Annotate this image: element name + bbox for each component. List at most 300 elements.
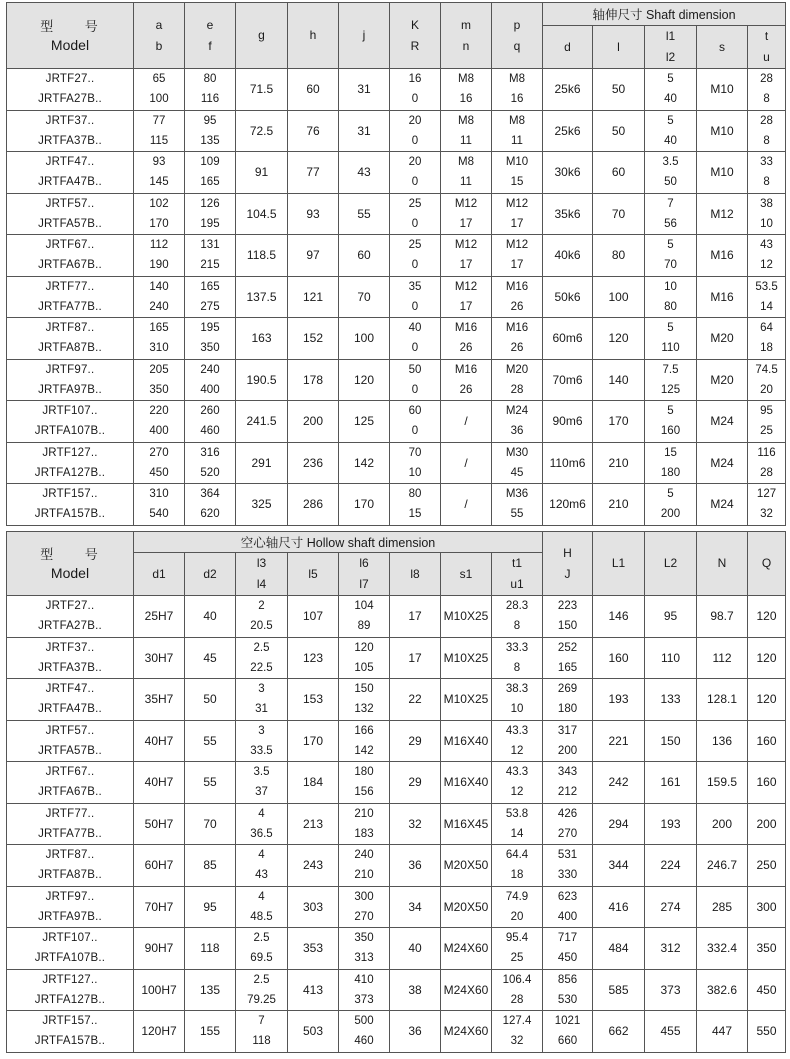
cell-g: 71.5 [236, 69, 288, 111]
cell-s1: M24X60 [441, 969, 492, 1011]
cell-p-q: M30 45 [492, 442, 543, 484]
table-row [7, 1011, 786, 1053]
cell-t1-u1: 38.3 10 [492, 679, 543, 721]
cell-model: JRTF77.. JRTFA77B.. [7, 803, 134, 845]
cell-d: 25k6 [543, 110, 593, 152]
cell-t1-u1: 43.3 12 [492, 762, 543, 804]
cell-e-f: 109 165 [185, 152, 236, 194]
col-header-l: l [593, 26, 645, 69]
cell-model: JRTF67.. JRTFA67B.. [7, 235, 134, 277]
cell-Q: 550 [748, 1011, 786, 1053]
cell-d: 70m6 [543, 359, 593, 401]
cell-p-q: M12 17 [492, 193, 543, 235]
cell-d2: 55 [185, 720, 236, 762]
cell-L2: 224 [645, 845, 697, 887]
cell-L1: 242 [593, 762, 645, 804]
cell-s: M12 [697, 193, 748, 235]
cell-j: 120 [339, 359, 390, 401]
cell-L2: 95 [645, 596, 697, 638]
cell-L1: 484 [593, 928, 645, 970]
cell-e-f: 165 275 [185, 276, 236, 318]
col-header-g: g [236, 3, 288, 69]
cell-N: 136 [697, 720, 748, 762]
cell-t1-u1: 106.4 28 [492, 969, 543, 1011]
cell-s: M24 [697, 484, 748, 526]
cell-l1-l2: 15 180 [645, 442, 697, 484]
cell-model: JRTF157.. JRTFA157B.. [7, 484, 134, 526]
col-header-H: H J [543, 532, 593, 596]
cell-t-u: 116 28 [748, 442, 786, 484]
col-header-l1-l2: l1 l2 [645, 26, 697, 69]
cell-l5: 123 [288, 637, 339, 679]
cell-K-R: 50 0 [390, 359, 441, 401]
cell-m-n: M8 11 [441, 110, 492, 152]
col-header-h: h [288, 3, 339, 69]
cell-K-R: 80 15 [390, 484, 441, 526]
cell-Q: 120 [748, 637, 786, 679]
cell-j: 170 [339, 484, 390, 526]
cell-m-n: M12 17 [441, 235, 492, 277]
cell-l6-l7: 240 210 [339, 845, 390, 887]
cell-m-n: / [441, 442, 492, 484]
table-row [7, 484, 786, 526]
cell-l8: 29 [390, 762, 441, 804]
table-row [7, 969, 786, 1011]
cell-model: JRTF77.. JRTFA77B.. [7, 276, 134, 318]
cell-h: 97 [288, 235, 339, 277]
cell-s: M16 [697, 235, 748, 277]
cell-l: 120 [593, 318, 645, 360]
cell-Q: 160 [748, 762, 786, 804]
cell-l: 210 [593, 484, 645, 526]
table-row [7, 359, 786, 401]
col-header-l8: l8 [390, 553, 441, 596]
cell-l1-l2: 5 40 [645, 110, 697, 152]
cell-l3-l4: 7 118 [236, 1011, 288, 1053]
cell-K-R: 20 0 [390, 110, 441, 152]
cell-l1-l2: 10 80 [645, 276, 697, 318]
cell-L2: 110 [645, 637, 697, 679]
table-row [7, 596, 786, 638]
cell-a-b: 165 310 [134, 318, 185, 360]
cell-l: 60 [593, 152, 645, 194]
model-header-bottom [7, 532, 134, 596]
cell-l8: 22 [390, 679, 441, 721]
cell-L1: 344 [593, 845, 645, 887]
model-header-cn: 型 号 [40, 18, 112, 34]
cell-l8: 29 [390, 720, 441, 762]
cell-a-b: 102 170 [134, 193, 185, 235]
cell-t-u: 95 25 [748, 401, 786, 443]
col-header-d: d [543, 26, 593, 69]
cell-L2: 161 [645, 762, 697, 804]
cell-l5: 353 [288, 928, 339, 970]
cell-N: 159.5 [697, 762, 748, 804]
table-row [7, 886, 786, 928]
cell-e-f: 316 520 [185, 442, 236, 484]
cell-d: 40k6 [543, 235, 593, 277]
cell-K-R: 60 0 [390, 401, 441, 443]
col-header-L2: L2 [645, 532, 697, 596]
cell-model: JRTF97.. JRTFA97B.. [7, 886, 134, 928]
cell-j: 100 [339, 318, 390, 360]
cell-t-u: 28 8 [748, 69, 786, 111]
cell-a-b: 77 115 [134, 110, 185, 152]
cell-s1: M20X50 [441, 886, 492, 928]
model-header-en: Model [50, 36, 90, 53]
cell-l6-l7: 350 313 [339, 928, 390, 970]
cell-d: 120m6 [543, 484, 593, 526]
cell-h: 60 [288, 69, 339, 111]
cell-m-n: M12 17 [441, 193, 492, 235]
cell-H-J: 623 400 [543, 886, 593, 928]
table-row [7, 401, 786, 443]
cell-N: 246.7 [697, 845, 748, 887]
cell-d2: 50 [185, 679, 236, 721]
cell-N: 382.6 [697, 969, 748, 1011]
cell-s1: M24X60 [441, 1011, 492, 1053]
cell-d1: 25H7 [134, 596, 185, 638]
cell-h: 236 [288, 442, 339, 484]
cell-l6-l7: 410 373 [339, 969, 390, 1011]
cell-h: 286 [288, 484, 339, 526]
cell-m-n: / [441, 401, 492, 443]
cell-l8: 36 [390, 1011, 441, 1053]
cell-t-u: 43 12 [748, 235, 786, 277]
cell-d2: 70 [185, 803, 236, 845]
cell-t-u: 38 10 [748, 193, 786, 235]
cell-L1: 585 [593, 969, 645, 1011]
cell-g: 163 [236, 318, 288, 360]
model-header-bottom-cn: 型 号 [40, 546, 112, 562]
cell-p-q: M36 55 [492, 484, 543, 526]
cell-l: 50 [593, 110, 645, 152]
table-row [7, 235, 786, 277]
cell-e-f: 364 620 [185, 484, 236, 526]
cell-h: 200 [288, 401, 339, 443]
cell-a-b: 112 190 [134, 235, 185, 277]
cell-t-u: 33 8 [748, 152, 786, 194]
cell-d1: 35H7 [134, 679, 185, 721]
cell-m-n: M8 11 [441, 152, 492, 194]
col-header-s: s [697, 26, 748, 69]
cell-L1: 193 [593, 679, 645, 721]
cell-l: 70 [593, 193, 645, 235]
cell-model: JRTF57.. JRTFA57B.. [7, 193, 134, 235]
cell-d: 35k6 [543, 193, 593, 235]
table-row [7, 928, 786, 970]
cell-e-f: 260 460 [185, 401, 236, 443]
cell-L1: 146 [593, 596, 645, 638]
cell-l5: 153 [288, 679, 339, 721]
cell-L1: 221 [593, 720, 645, 762]
model-header-bottom-en: Model [50, 564, 90, 581]
table-row [7, 442, 786, 484]
cell-g: 137.5 [236, 276, 288, 318]
cell-s1: M10X25 [441, 596, 492, 638]
cell-l1-l2: 7.5 125 [645, 359, 697, 401]
cell-a-b: 205 350 [134, 359, 185, 401]
cell-p-q: M16 26 [492, 276, 543, 318]
cell-l3-l4: 4 43 [236, 845, 288, 887]
cell-l1-l2: 3.5 50 [645, 152, 697, 194]
cell-d1: 70H7 [134, 886, 185, 928]
col-header-Q: Q [748, 532, 786, 596]
cell-model: JRTF107.. JRTFA107B.. [7, 928, 134, 970]
cell-j: 142 [339, 442, 390, 484]
cell-l6-l7: 120 105 [339, 637, 390, 679]
cell-s: M24 [697, 442, 748, 484]
cell-l: 170 [593, 401, 645, 443]
cell-H-J: 856 530 [543, 969, 593, 1011]
cell-l3-l4: 2.5 79.25 [236, 969, 288, 1011]
cell-l1-l2: 5 110 [645, 318, 697, 360]
cell-l: 50 [593, 69, 645, 111]
cell-h: 152 [288, 318, 339, 360]
cell-l6-l7: 210 183 [339, 803, 390, 845]
cell-model: JRTF47.. JRTFA47B.. [7, 679, 134, 721]
cell-H-J: 317 200 [543, 720, 593, 762]
hollow-shaft-group-header: 空心轴尺寸 Hollow shaft dimension [134, 532, 543, 553]
cell-model: JRTF47.. JRTFA47B.. [7, 152, 134, 194]
cell-t-u: 127 32 [748, 484, 786, 526]
col-header-a: a b [134, 3, 185, 69]
cell-j: 55 [339, 193, 390, 235]
table-row [7, 679, 786, 721]
cell-N: 112 [697, 637, 748, 679]
cell-s: M16 [697, 276, 748, 318]
cell-l3-l4: 2.5 69.5 [236, 928, 288, 970]
table-row [7, 637, 786, 679]
cell-model: JRTF127.. JRTFA127B.. [7, 442, 134, 484]
cell-h: 178 [288, 359, 339, 401]
col-header-d2: d2 [185, 553, 236, 596]
cell-d: 30k6 [543, 152, 593, 194]
cell-g: 241.5 [236, 401, 288, 443]
cell-d2: 40 [185, 596, 236, 638]
cell-d: 50k6 [543, 276, 593, 318]
cell-d: 60m6 [543, 318, 593, 360]
cell-e-f: 195 350 [185, 318, 236, 360]
cell-l1-l2: 5 200 [645, 484, 697, 526]
table-row [7, 318, 786, 360]
cell-d2: 45 [185, 637, 236, 679]
cell-l3-l4: 3.5 37 [236, 762, 288, 804]
cell-m-n: M16 26 [441, 318, 492, 360]
cell-l5: 243 [288, 845, 339, 887]
table-row [7, 276, 786, 318]
cell-Q: 300 [748, 886, 786, 928]
cell-model: JRTF57.. JRTFA57B.. [7, 720, 134, 762]
cell-l3-l4: 4 36.5 [236, 803, 288, 845]
cell-s1: M20X50 [441, 845, 492, 887]
cell-l1-l2: 5 40 [645, 69, 697, 111]
cell-K-R: 20 0 [390, 152, 441, 194]
cell-l5: 107 [288, 596, 339, 638]
cell-H-J: 223 150 [543, 596, 593, 638]
table-row [7, 69, 786, 111]
cell-l: 210 [593, 442, 645, 484]
cell-h: 121 [288, 276, 339, 318]
cell-l: 100 [593, 276, 645, 318]
cell-a-b: 270 450 [134, 442, 185, 484]
cell-d: 90m6 [543, 401, 593, 443]
table-row [7, 845, 786, 887]
cell-Q: 200 [748, 803, 786, 845]
hollow-shaft-dimension-table [6, 531, 786, 1053]
cell-l8: 32 [390, 803, 441, 845]
cell-t1-u1: 33.3 8 [492, 637, 543, 679]
cell-H-J: 1021 660 [543, 1011, 593, 1053]
cell-l8: 17 [390, 637, 441, 679]
cell-l3-l4: 2.5 22.5 [236, 637, 288, 679]
cell-a-b: 140 240 [134, 276, 185, 318]
cell-s: M10 [697, 110, 748, 152]
col-header-l5: l5 [288, 553, 339, 596]
cell-l5: 503 [288, 1011, 339, 1053]
cell-h: 76 [288, 110, 339, 152]
cell-t1-u1: 64.4 18 [492, 845, 543, 887]
cell-l: 140 [593, 359, 645, 401]
cell-e-f: 95 135 [185, 110, 236, 152]
col-header-s1: s1 [441, 553, 492, 596]
cell-L2: 193 [645, 803, 697, 845]
cell-d1: 40H7 [134, 720, 185, 762]
col-header-m: m n [441, 3, 492, 69]
cell-L2: 274 [645, 886, 697, 928]
table-row [7, 152, 786, 194]
cell-H-J: 531 330 [543, 845, 593, 887]
cell-s1: M10X25 [441, 637, 492, 679]
cell-K-R: 40 0 [390, 318, 441, 360]
col-header-p: p q [492, 3, 543, 69]
cell-g: 325 [236, 484, 288, 526]
cell-l5: 413 [288, 969, 339, 1011]
cell-model: JRTF107.. JRTFA107B.. [7, 401, 134, 443]
cell-l6-l7: 500 460 [339, 1011, 390, 1053]
shaft-dimension-group-header: 轴伸尺寸 Shaft dimension [543, 3, 786, 26]
col-header-l3-l4: l3 l4 [236, 553, 288, 596]
cell-t1-u1: 53.8 14 [492, 803, 543, 845]
cell-d2: 118 [185, 928, 236, 970]
cell-K-R: 25 0 [390, 235, 441, 277]
cell-j: 31 [339, 69, 390, 111]
cell-l5: 213 [288, 803, 339, 845]
cell-j: 70 [339, 276, 390, 318]
cell-K-R: 70 10 [390, 442, 441, 484]
cell-H-J: 343 212 [543, 762, 593, 804]
col-header-t1-u1: t1 u1 [492, 553, 543, 596]
cell-s1: M16X40 [441, 762, 492, 804]
cell-m-n: M8 16 [441, 69, 492, 111]
cell-N: 98.7 [697, 596, 748, 638]
cell-d1: 120H7 [134, 1011, 185, 1053]
cell-l5: 184 [288, 762, 339, 804]
cell-d2: 155 [185, 1011, 236, 1053]
col-header-j: j [339, 3, 390, 69]
cell-model: JRTF27.. JRTFA27B.. [7, 69, 134, 111]
cell-h: 93 [288, 193, 339, 235]
cell-g: 104.5 [236, 193, 288, 235]
col-header-N: N [697, 532, 748, 596]
cell-e-f: 80 116 [185, 69, 236, 111]
cell-N: 447 [697, 1011, 748, 1053]
cell-model: JRTF127.. JRTFA127B.. [7, 969, 134, 1011]
cell-t-u: 64 18 [748, 318, 786, 360]
cell-j: 125 [339, 401, 390, 443]
cell-K-R: 35 0 [390, 276, 441, 318]
cell-a-b: 220 400 [134, 401, 185, 443]
cell-m-n: M16 26 [441, 359, 492, 401]
cell-H-J: 717 450 [543, 928, 593, 970]
cell-L1: 416 [593, 886, 645, 928]
table-row [7, 193, 786, 235]
cell-l3-l4: 3 31 [236, 679, 288, 721]
cell-Q: 250 [748, 845, 786, 887]
table-row [7, 803, 786, 845]
cell-s1: M16X45 [441, 803, 492, 845]
cell-d1: 90H7 [134, 928, 185, 970]
cell-l1-l2: 7 56 [645, 193, 697, 235]
cell-l5: 303 [288, 886, 339, 928]
cell-l6-l7: 150 132 [339, 679, 390, 721]
cell-l8: 40 [390, 928, 441, 970]
col-header-l6-l7: l6 l7 [339, 553, 390, 596]
cell-l1-l2: 5 160 [645, 401, 697, 443]
cell-l8: 34 [390, 886, 441, 928]
cell-s: M10 [697, 152, 748, 194]
cell-Q: 450 [748, 969, 786, 1011]
cell-H-J: 269 180 [543, 679, 593, 721]
cell-H-J: 426 270 [543, 803, 593, 845]
cell-g: 118.5 [236, 235, 288, 277]
cell-H-J: 252 165 [543, 637, 593, 679]
col-header-K: K R [390, 3, 441, 69]
cell-model: JRTF157.. JRTFA157B.. [7, 1011, 134, 1053]
cell-L1: 294 [593, 803, 645, 845]
cell-l8: 38 [390, 969, 441, 1011]
cell-d2: 55 [185, 762, 236, 804]
cell-L2: 150 [645, 720, 697, 762]
cell-s1: M24X60 [441, 928, 492, 970]
cell-L2: 312 [645, 928, 697, 970]
cell-g: 291 [236, 442, 288, 484]
model-header [7, 3, 134, 69]
cell-N: 128.1 [697, 679, 748, 721]
cell-L1: 662 [593, 1011, 645, 1053]
cell-model: JRTF67.. JRTFA67B.. [7, 762, 134, 804]
table-row [7, 720, 786, 762]
cell-l8: 17 [390, 596, 441, 638]
cell-l1-l2: 5 70 [645, 235, 697, 277]
cell-p-q: M24 36 [492, 401, 543, 443]
cell-l6-l7: 104 89 [339, 596, 390, 638]
cell-K-R: 25 0 [390, 193, 441, 235]
cell-t-u: 53.5 14 [748, 276, 786, 318]
cell-t-u: 28 8 [748, 110, 786, 152]
col-header-t: t u [748, 26, 786, 69]
cell-a-b: 65 100 [134, 69, 185, 111]
cell-Q: 120 [748, 596, 786, 638]
cell-d1: 50H7 [134, 803, 185, 845]
cell-m-n: / [441, 484, 492, 526]
cell-L2: 133 [645, 679, 697, 721]
cell-d1: 60H7 [134, 845, 185, 887]
cell-t1-u1: 74.9 20 [492, 886, 543, 928]
cell-l8: 36 [390, 845, 441, 887]
cell-N: 200 [697, 803, 748, 845]
cell-p-q: M20 28 [492, 359, 543, 401]
